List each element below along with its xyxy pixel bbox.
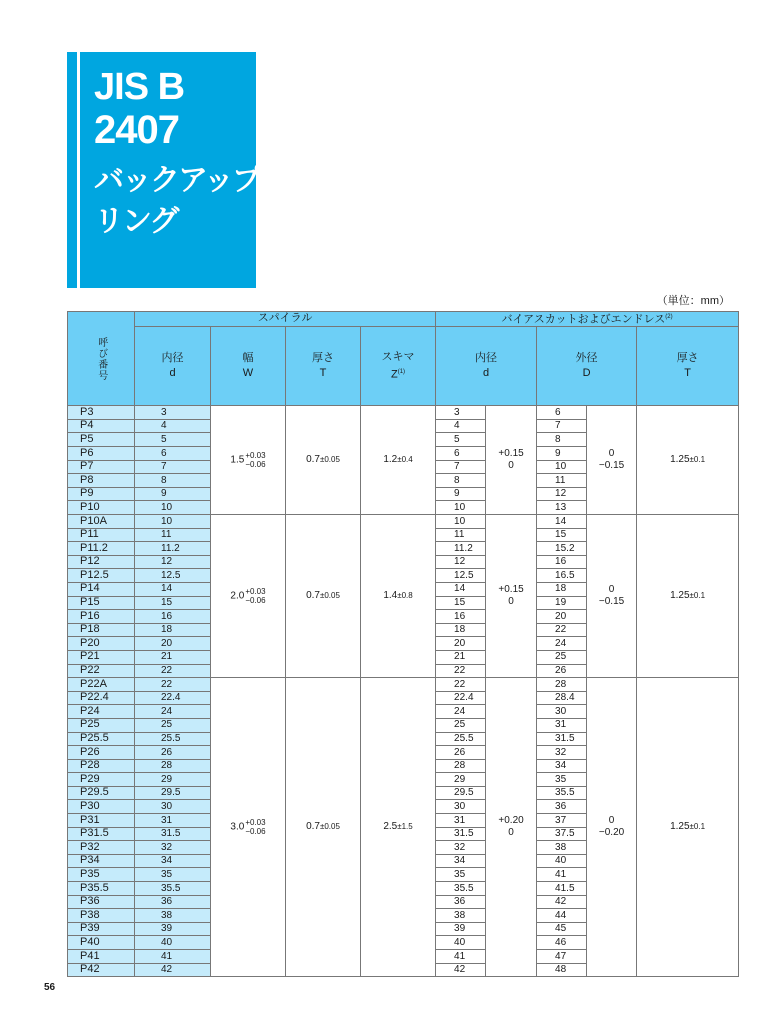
- cell-outer-diameter-tolerance: [587, 678, 637, 977]
- cell-spiral-inner-diameter: 40: [135, 936, 211, 950]
- bias-thickness-value: 1.25: [670, 590, 690, 602]
- thickness-tolerance: ±0.05: [319, 455, 340, 465]
- gap-tolerance: ±1.5: [397, 822, 413, 832]
- cell-spiral-inner-diameter: 22.4: [135, 691, 211, 705]
- table-body: [68, 406, 739, 977]
- cell-spiral-inner-diameter: 3: [135, 406, 211, 420]
- cell-bias-outer-diameter: 41.5: [537, 882, 587, 896]
- outer-tol-upper: 0: [608, 584, 615, 596]
- outer-tol-lower: −0.20: [598, 827, 625, 839]
- header-label: 厚さ: [676, 352, 699, 365]
- cell-nominal-number: P30: [68, 800, 135, 814]
- header-bias-note: (2): [665, 314, 673, 320]
- bias-thickness-value: 1.25: [670, 454, 690, 466]
- cell-spiral-inner-diameter: 29.5: [135, 786, 211, 800]
- cell-spiral-inner-diameter: 7: [135, 460, 211, 474]
- header-bias-thickness: [637, 327, 739, 406]
- cell-nominal-number: P24: [68, 705, 135, 719]
- cell-nominal-number: P18: [68, 623, 135, 637]
- width-tolerance: [245, 451, 265, 469]
- cell-bias-inner-diameter: 29: [436, 773, 486, 787]
- cell-bias-thickness: [637, 515, 739, 678]
- cell-nominal-number: P11: [68, 528, 135, 542]
- header-symbol: W: [242, 367, 254, 380]
- cell-inner-diameter-tolerance: [486, 678, 537, 977]
- cell-nominal-number: P22: [68, 664, 135, 678]
- cell-bias-outer-diameter: 14: [537, 515, 587, 529]
- title-line-4: リング: [94, 205, 178, 238]
- cell-nominal-number: P35: [68, 868, 135, 882]
- cell-nominal-number: P10: [68, 501, 135, 515]
- cell-spiral-inner-diameter: 21: [135, 650, 211, 664]
- width-tol-lower: −0.06: [245, 827, 266, 837]
- cell-spiral-thickness: [286, 678, 361, 977]
- cell-spiral-inner-diameter: 32: [135, 841, 211, 855]
- cell-spiral-inner-diameter: 10: [135, 501, 211, 515]
- cell-nominal-number: P29: [68, 773, 135, 787]
- page-number: 56: [44, 982, 56, 993]
- cell-spiral-width: [211, 678, 286, 977]
- cell-spiral-gap: [361, 406, 436, 515]
- cell-spiral-inner-diameter: 35.5: [135, 882, 211, 896]
- width-tol-upper: +0.03: [245, 818, 266, 828]
- header-label: 幅: [242, 352, 254, 365]
- cell-bias-outer-diameter: 16.5: [537, 569, 587, 583]
- cell-bias-inner-diameter: 15: [436, 596, 486, 610]
- cell-inner-diameter-tolerance: [486, 515, 537, 678]
- header-label: スキマ: [381, 350, 415, 363]
- bias-thickness-tolerance: ±0.1: [689, 455, 706, 465]
- cell-bias-inner-diameter: 29.5: [436, 786, 486, 800]
- width-tol-lower: −0.06: [245, 460, 266, 470]
- cell-bias-outer-diameter: 15.2: [537, 542, 587, 556]
- title-line-3: バックアップ: [94, 164, 260, 197]
- header-spiral-inner-diameter: [135, 327, 211, 406]
- cell-spiral-gap: [361, 678, 436, 977]
- cell-bias-outer-diameter: 37.5: [537, 827, 587, 841]
- cell-bias-outer-diameter: 45: [537, 922, 587, 936]
- cell-inner-diameter-tolerance: [486, 406, 537, 515]
- cell-spiral-width: [211, 515, 286, 678]
- cell-bias-outer-diameter: 8: [537, 433, 587, 447]
- cell-spiral-inner-diameter: 22: [135, 678, 211, 692]
- cell-bias-inner-diameter: 22.4: [436, 691, 486, 705]
- cell-bias-outer-diameter: 7: [537, 419, 587, 433]
- width-tolerance: [245, 818, 265, 836]
- cell-bias-inner-diameter: 8: [436, 474, 486, 488]
- cell-bias-inner-diameter: 7: [436, 460, 486, 474]
- cell-bias-inner-diameter: 41: [436, 950, 486, 964]
- cell-bias-outer-diameter: 38: [537, 841, 587, 855]
- cell-nominal-number: P25: [68, 718, 135, 732]
- header-bias-inner-diameter: [436, 327, 537, 406]
- bias-thickness-value: 1.25: [670, 821, 690, 833]
- cell-spiral-inner-diameter: 24: [135, 705, 211, 719]
- outer-tol-upper: 0: [608, 815, 615, 827]
- cell-bias-inner-diameter: 12.5: [436, 569, 486, 583]
- table-row: [68, 406, 739, 420]
- cell-bias-outer-diameter: 41: [537, 868, 587, 882]
- cell-spiral-inner-diameter: 25.5: [135, 732, 211, 746]
- cell-nominal-number: P11.2: [68, 542, 135, 556]
- cell-spiral-inner-diameter: 14: [135, 582, 211, 596]
- header-label: 内径: [161, 352, 184, 365]
- header-symbol: D: [582, 367, 591, 380]
- width-tol-upper: +0.03: [245, 587, 266, 597]
- title-line-2: 2407: [94, 108, 179, 152]
- header-spiral-width: [211, 327, 286, 406]
- cell-bias-outer-diameter: 31.5: [537, 732, 587, 746]
- cell-spiral-thickness: [286, 515, 361, 678]
- cell-bias-outer-diameter: 28.4: [537, 691, 587, 705]
- cell-bias-inner-diameter: 35.5: [436, 882, 486, 896]
- cell-outer-diameter-tolerance: [587, 515, 637, 678]
- inner-tol-lower: 0: [508, 827, 514, 839]
- cell-bias-inner-diameter: 11: [436, 528, 486, 542]
- cell-bias-outer-diameter: 11: [537, 474, 587, 488]
- inner-tol-lower: 0: [508, 460, 514, 472]
- cell-bias-inner-diameter: 21: [436, 650, 486, 664]
- cell-spiral-inner-diameter: 5: [135, 433, 211, 447]
- cell-nominal-number: P40: [68, 936, 135, 950]
- cell-bias-outer-diameter: 37: [537, 814, 587, 828]
- cell-bias-outer-diameter: 35: [537, 773, 587, 787]
- cell-nominal-number: P8: [68, 474, 135, 488]
- inner-tol-lower: 0: [508, 596, 514, 608]
- header-label: 内径: [475, 352, 498, 365]
- header-spiral-thickness: [286, 327, 361, 406]
- cell-spiral-inner-diameter: 29: [135, 773, 211, 787]
- cell-bias-inner-diameter: 14: [436, 582, 486, 596]
- cell-bias-outer-diameter: 48: [537, 963, 587, 977]
- unit-note: （単位：mm）: [656, 295, 730, 307]
- header-bias-label: バイアスカットおよびエンドレス: [501, 313, 666, 326]
- cell-spiral-inner-diameter: 18: [135, 623, 211, 637]
- cell-bias-inner-diameter: 34: [436, 854, 486, 868]
- cell-nominal-number: P16: [68, 610, 135, 624]
- cell-spiral-inner-diameter: 31.5: [135, 827, 211, 841]
- cell-bias-outer-diameter: 22: [537, 623, 587, 637]
- table-row: [68, 678, 739, 692]
- cell-outer-diameter-tolerance: [587, 406, 637, 515]
- width-value: 3.0: [230, 821, 245, 833]
- width-value: 2.0: [230, 590, 245, 602]
- cell-bias-inner-diameter: 42: [436, 963, 486, 977]
- cell-nominal-number: P34: [68, 854, 135, 868]
- header-spiral-gap: [361, 327, 436, 406]
- cell-spiral-thickness: [286, 406, 361, 515]
- cell-spiral-inner-diameter: 12.5: [135, 569, 211, 583]
- cell-bias-outer-diameter: 12: [537, 487, 587, 501]
- cell-bias-thickness: [637, 678, 739, 977]
- cell-bias-outer-diameter: 32: [537, 746, 587, 760]
- cell-bias-thickness: [637, 406, 739, 515]
- cell-spiral-inner-diameter: 11.2: [135, 542, 211, 556]
- cell-bias-outer-diameter: 47: [537, 950, 587, 964]
- cell-nominal-number: P12.5: [68, 569, 135, 583]
- cell-spiral-inner-diameter: 30: [135, 800, 211, 814]
- cell-spiral-inner-diameter: 11: [135, 528, 211, 542]
- gap-value: 2.5: [383, 821, 398, 833]
- bias-thickness-tolerance: ±0.1: [689, 822, 706, 832]
- header-symbol: d: [482, 367, 490, 380]
- cell-nominal-number: P7: [68, 460, 135, 474]
- cell-bias-inner-diameter: 39: [436, 922, 486, 936]
- gap-value: 1.2: [383, 454, 398, 466]
- cell-spiral-inner-diameter: 34: [135, 854, 211, 868]
- width-tol-upper: +0.03: [245, 451, 266, 461]
- header-bias-endless: [436, 312, 739, 327]
- header-label: 外径: [575, 352, 598, 365]
- cell-bias-outer-diameter: 19: [537, 596, 587, 610]
- cell-nominal-number: P31.5: [68, 827, 135, 841]
- cell-bias-outer-diameter: 13: [537, 501, 587, 515]
- cell-bias-inner-diameter: 6: [436, 447, 486, 461]
- cell-nominal-number: P22.4: [68, 691, 135, 705]
- width-tolerance: [245, 587, 265, 605]
- cell-nominal-number: P32: [68, 841, 135, 855]
- header-spiral: スパイラル: [135, 312, 436, 327]
- cell-bias-outer-diameter: 46: [537, 936, 587, 950]
- cell-bias-outer-diameter: 36: [537, 800, 587, 814]
- cell-bias-outer-diameter: 28: [537, 678, 587, 692]
- thickness-value: 0.7: [306, 454, 320, 466]
- cell-bias-inner-diameter: 24: [436, 705, 486, 719]
- cell-nominal-number: P25.5: [68, 732, 135, 746]
- outer-tol-upper: 0: [608, 448, 615, 460]
- cell-bias-inner-diameter: 18: [436, 623, 486, 637]
- cell-bias-outer-diameter: 15: [537, 528, 587, 542]
- inner-tol-upper: +0.20: [498, 815, 524, 827]
- inner-tol-upper: +0.15: [498, 584, 524, 596]
- cell-nominal-number: P31: [68, 814, 135, 828]
- cell-spiral-inner-diameter: 16: [135, 610, 211, 624]
- cell-spiral-inner-diameter: 35: [135, 868, 211, 882]
- header-symbol: Z: [390, 368, 398, 381]
- cell-bias-inner-diameter: 35: [436, 868, 486, 882]
- cell-spiral-inner-diameter: 20: [135, 637, 211, 651]
- cell-nominal-number: P22A: [68, 678, 135, 692]
- cell-spiral-width: [211, 406, 286, 515]
- table-row: [68, 515, 739, 529]
- cell-nominal-number: P14: [68, 582, 135, 596]
- cell-spiral-inner-diameter: 26: [135, 746, 211, 760]
- header-symbol: T: [319, 367, 327, 380]
- width-tol-lower: −0.06: [245, 596, 266, 606]
- cell-bias-outer-diameter: 10: [537, 460, 587, 474]
- cell-bias-inner-diameter: 9: [436, 487, 486, 501]
- cell-spiral-inner-diameter: 10: [135, 515, 211, 529]
- cell-bias-inner-diameter: 3: [436, 406, 486, 420]
- cell-bias-inner-diameter: 5: [436, 433, 486, 447]
- cell-bias-inner-diameter: 32: [436, 841, 486, 855]
- cell-nominal-number: P26: [68, 746, 135, 760]
- bias-thickness-tolerance: ±0.1: [689, 591, 706, 601]
- outer-tol-lower: −0.15: [598, 460, 625, 472]
- cell-spiral-inner-diameter: 28: [135, 759, 211, 773]
- cell-bias-outer-diameter: 18: [537, 582, 587, 596]
- cell-nominal-number: P3: [68, 406, 135, 420]
- cell-bias-outer-diameter: 42: [537, 895, 587, 909]
- cell-nominal-number: P4: [68, 419, 135, 433]
- thickness-value: 0.7: [306, 590, 320, 602]
- backup-ring-spec-table: [67, 311, 739, 977]
- cell-bias-outer-diameter: 20: [537, 610, 587, 624]
- cell-spiral-gap: [361, 515, 436, 678]
- cell-bias-inner-diameter: 38: [436, 909, 486, 923]
- cell-bias-inner-diameter: 22: [436, 678, 486, 692]
- cell-spiral-inner-diameter: 6: [135, 447, 211, 461]
- cell-bias-inner-diameter: 25.5: [436, 732, 486, 746]
- cell-bias-inner-diameter: 10: [436, 515, 486, 529]
- cell-nominal-number: P36: [68, 895, 135, 909]
- outer-tol-lower: −0.15: [598, 596, 625, 608]
- cell-bias-outer-diameter: 25: [537, 650, 587, 664]
- cell-nominal-number: P35.5: [68, 882, 135, 896]
- cell-spiral-inner-diameter: 38: [135, 909, 211, 923]
- cell-nominal-number: P5: [68, 433, 135, 447]
- cell-bias-inner-diameter: 20: [436, 637, 486, 651]
- cell-spiral-inner-diameter: 36: [135, 895, 211, 909]
- cell-bias-inner-diameter: 36: [436, 895, 486, 909]
- cell-bias-inner-diameter: 12: [436, 555, 486, 569]
- cell-bias-outer-diameter: 9: [537, 447, 587, 461]
- header-label: 厚さ: [312, 352, 334, 365]
- cell-spiral-inner-diameter: 39: [135, 922, 211, 936]
- title-accent-bar: [67, 52, 77, 288]
- cell-bias-outer-diameter: 40: [537, 854, 587, 868]
- cell-bias-outer-diameter: 16: [537, 555, 587, 569]
- header-symbol: T: [684, 367, 691, 380]
- cell-bias-inner-diameter: 40: [436, 936, 486, 950]
- cell-nominal-number: P21: [68, 650, 135, 664]
- cell-nominal-number: P39: [68, 922, 135, 936]
- cell-bias-outer-diameter: 35.5: [537, 786, 587, 800]
- header-note: (1): [397, 368, 406, 375]
- cell-nominal-number: P9: [68, 487, 135, 501]
- cell-bias-outer-diameter: 44: [537, 909, 587, 923]
- cell-spiral-inner-diameter: 31: [135, 814, 211, 828]
- gap-tolerance: ±0.4: [397, 455, 413, 465]
- cell-nominal-number: P12: [68, 555, 135, 569]
- cell-bias-inner-diameter: 25: [436, 718, 486, 732]
- header-nominal-number: 呼び番号: [68, 312, 135, 406]
- cell-nominal-number: P10A: [68, 515, 135, 529]
- cell-nominal-number: P20: [68, 637, 135, 651]
- thickness-value: 0.7: [306, 821, 320, 833]
- cell-bias-inner-diameter: 26: [436, 746, 486, 760]
- cell-spiral-inner-diameter: 41: [135, 950, 211, 964]
- cell-nominal-number: P38: [68, 909, 135, 923]
- cell-bias-outer-diameter: 31: [537, 718, 587, 732]
- cell-bias-inner-diameter: 31: [436, 814, 486, 828]
- cell-bias-outer-diameter: 6: [537, 406, 587, 420]
- gap-tolerance: ±0.8: [397, 591, 413, 601]
- cell-bias-inner-diameter: 31.5: [436, 827, 486, 841]
- header-symbol: d: [169, 367, 176, 380]
- cell-nominal-number: P15: [68, 596, 135, 610]
- cell-spiral-inner-diameter: 12: [135, 555, 211, 569]
- inner-tol-upper: +0.15: [498, 448, 524, 460]
- width-value: 1.5: [230, 454, 245, 466]
- cell-nominal-number: P41: [68, 950, 135, 964]
- cell-bias-outer-diameter: 24: [537, 637, 587, 651]
- cell-nominal-number: P28: [68, 759, 135, 773]
- title-line-1: JIS B: [94, 66, 185, 108]
- cell-spiral-inner-diameter: 15: [135, 596, 211, 610]
- cell-bias-inner-diameter: 10: [436, 501, 486, 515]
- thickness-tolerance: ±0.05: [319, 822, 340, 832]
- cell-nominal-number: P29.5: [68, 786, 135, 800]
- cell-spiral-inner-diameter: 22: [135, 664, 211, 678]
- cell-spiral-inner-diameter: 4: [135, 419, 211, 433]
- cell-bias-outer-diameter: 30: [537, 705, 587, 719]
- cell-spiral-inner-diameter: 9: [135, 487, 211, 501]
- cell-bias-inner-diameter: 16: [436, 610, 486, 624]
- cell-bias-outer-diameter: 34: [537, 759, 587, 773]
- cell-spiral-inner-diameter: 42: [135, 963, 211, 977]
- cell-bias-inner-diameter: 4: [436, 419, 486, 433]
- cell-bias-inner-diameter: 28: [436, 759, 486, 773]
- cell-bias-inner-diameter: 11.2: [436, 542, 486, 556]
- cell-nominal-number: P42: [68, 963, 135, 977]
- gap-value: 1.4: [383, 590, 398, 602]
- cell-spiral-inner-diameter: 8: [135, 474, 211, 488]
- header-bias-outer-diameter: [537, 327, 637, 406]
- cell-bias-inner-diameter: 22: [436, 664, 486, 678]
- cell-bias-inner-diameter: 30: [436, 800, 486, 814]
- cell-spiral-inner-diameter: 25: [135, 718, 211, 732]
- thickness-tolerance: ±0.05: [319, 591, 340, 601]
- cell-bias-outer-diameter: 26: [537, 664, 587, 678]
- cell-nominal-number: P6: [68, 447, 135, 461]
